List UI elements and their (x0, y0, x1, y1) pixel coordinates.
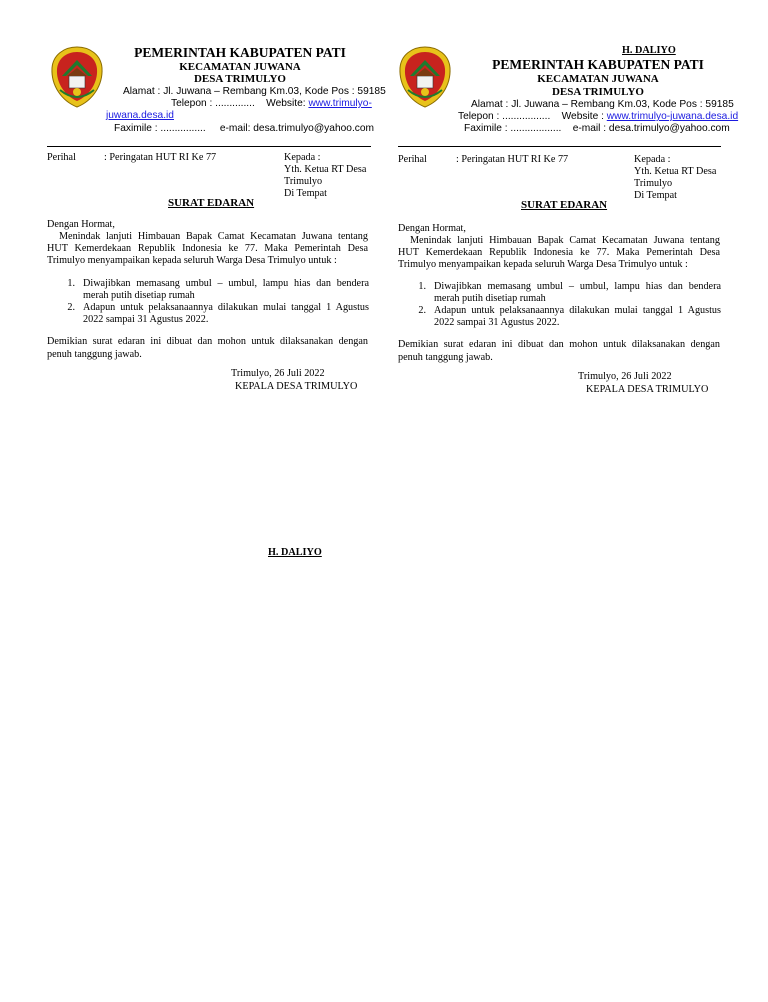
website-label: Website: (266, 98, 306, 109)
recipient-line: Yth. Ketua RT Desa (284, 164, 367, 175)
perihal-label: Perihal (398, 154, 427, 165)
header-divider (398, 146, 721, 147)
letter-title: SURAT EDARAN (521, 199, 608, 211)
signer-title: KEPALA DESA TRIMULYO (586, 384, 709, 395)
government-name: PEMERINTAH KABUPATEN PATI (492, 57, 704, 72)
fax-text: Faximile : ................ (114, 123, 206, 134)
address-line: Alamat : Jl. Juwana – Rembang Km.03, Kode Pos : 59185 (471, 99, 734, 110)
recipient-line: Kepada : (284, 152, 321, 163)
letter-title: SURAT EDARAN (168, 197, 255, 209)
website-link-part1[interactable]: www.trimulyo- (308, 98, 372, 109)
phone-text: Telepon : ................. (458, 111, 551, 122)
list-number: 1. (67, 278, 75, 289)
closing-paragraph: Demikian surat edaran ini dibuat dan mohon untuk dilaksanakan dengan penuh tanggung jawab. (47, 336, 368, 360)
list-text: Diwajibkan memasang umbul – umbul, lampu hias dan bendera merah putih disetiap rumah (83, 278, 369, 301)
village-name: DESA TRIMULYO (551, 86, 644, 98)
phone-line (171, 98, 372, 109)
phone-text: Telepon : .............. (171, 98, 255, 109)
contact-line (114, 123, 374, 134)
phone-line (458, 111, 738, 122)
fax-text: Faximile : .................. (464, 123, 562, 134)
list-item (47, 302, 369, 326)
list-text: Adapun untuk pelaksanaannya dilakukan mulai tanggal 1 Agustus 2022 sampai 31 Agustus 2022. (83, 302, 369, 325)
perihal-label: Perihal (47, 152, 76, 163)
website-link[interactable]: www.trimulyo-juwana.desa.id (606, 111, 739, 122)
recipient-line: Trimulyo (634, 178, 673, 189)
recipient-block (284, 152, 366, 200)
list-text: Diwajibkan memasang umbul – umbul, lampu hias dan bendera merah putih disetiap rumah (434, 281, 721, 304)
website-label: Website : (561, 111, 604, 122)
signer-name-top: H. DALIYO (622, 45, 676, 56)
perihal-value: : Peringatan HUT RI Ke 77 (456, 154, 569, 165)
district-name: KECAMATAN JUWANA (537, 73, 659, 85)
recipient-line: Trimulyo (284, 176, 323, 187)
recipient-line: Di Tempat (284, 188, 327, 199)
recipient-block (634, 154, 716, 202)
address-line: Alamat : Jl. Juwana – Rembang Km.03, Kode Pos : 59185 (123, 86, 386, 97)
body-paragraph: Menindak lanjuti Himbauan Bapak Camat Kecamatan Juwana tentang HUT Kemerdekaan Republik Indonesia ke 77. Maka Pemerintah Desa Trimulyo menyampaikan kepada seluruh Warga Desa Trimulyo untuk : (47, 231, 368, 266)
list-item (398, 281, 721, 305)
signer-title: KEPALA DESA TRIMULYO (235, 381, 358, 392)
signer-name: H. DALIYO (268, 547, 322, 558)
district-name: KECAMATAN JUWANA (179, 61, 301, 73)
list-item (47, 278, 369, 302)
greeting: Dengan Hormat, (47, 219, 115, 230)
instruction-list (398, 281, 721, 329)
header-divider (47, 146, 371, 147)
list-number: 2. (418, 305, 426, 316)
greeting: Dengan Hormat, (398, 223, 466, 234)
recipient-line: Di Tempat (634, 190, 677, 201)
list-text: Adapun untuk pelaksanaannya dilakukan mulai tanggal 1 Agustus 2022 sampai 31 Agustus 2022. (434, 305, 721, 328)
place-date: Trimulyo, 26 Juli 2022 (231, 368, 325, 379)
recipient-line: Yth. Ketua RT Desa (634, 166, 717, 177)
list-item (398, 305, 721, 329)
closing-paragraph: Demikian surat edaran ini dibuat dan mohon untuk dilaksanakan dengan penuh tanggung jawab. (398, 339, 720, 363)
list-number: 1. (418, 281, 426, 292)
email-text: e-mail: desa.trimulyo@yahoo.com (219, 123, 375, 134)
village-name: DESA TRIMULYO (193, 73, 286, 85)
pati-regency-emblem-icon (398, 46, 452, 108)
body-paragraph: Menindak lanjuti Himbauan Bapak Camat Kecamatan Juwana tentang HUT Kemerdekaan Republik Indonesia ke 77. Maka Pemerintah Desa Trimulyo menyampaikan kepada seluruh Warga Desa Trimulyo untuk : (398, 235, 720, 270)
recipient-line: Kepada : (634, 154, 671, 165)
contact-line (464, 123, 730, 134)
instruction-list (47, 278, 369, 326)
place-date: Trimulyo, 26 Juli 2022 (578, 371, 672, 382)
government-name: PEMERINTAH KABUPATEN PATI (134, 45, 346, 60)
website-link-part2[interactable]: juwana.desa.id (106, 110, 174, 121)
perihal-value: : Peringatan HUT RI Ke 77 (104, 152, 217, 163)
list-number: 2. (67, 302, 75, 313)
email-text: e-mail : desa.trimulyo@yahoo.com (572, 123, 730, 134)
